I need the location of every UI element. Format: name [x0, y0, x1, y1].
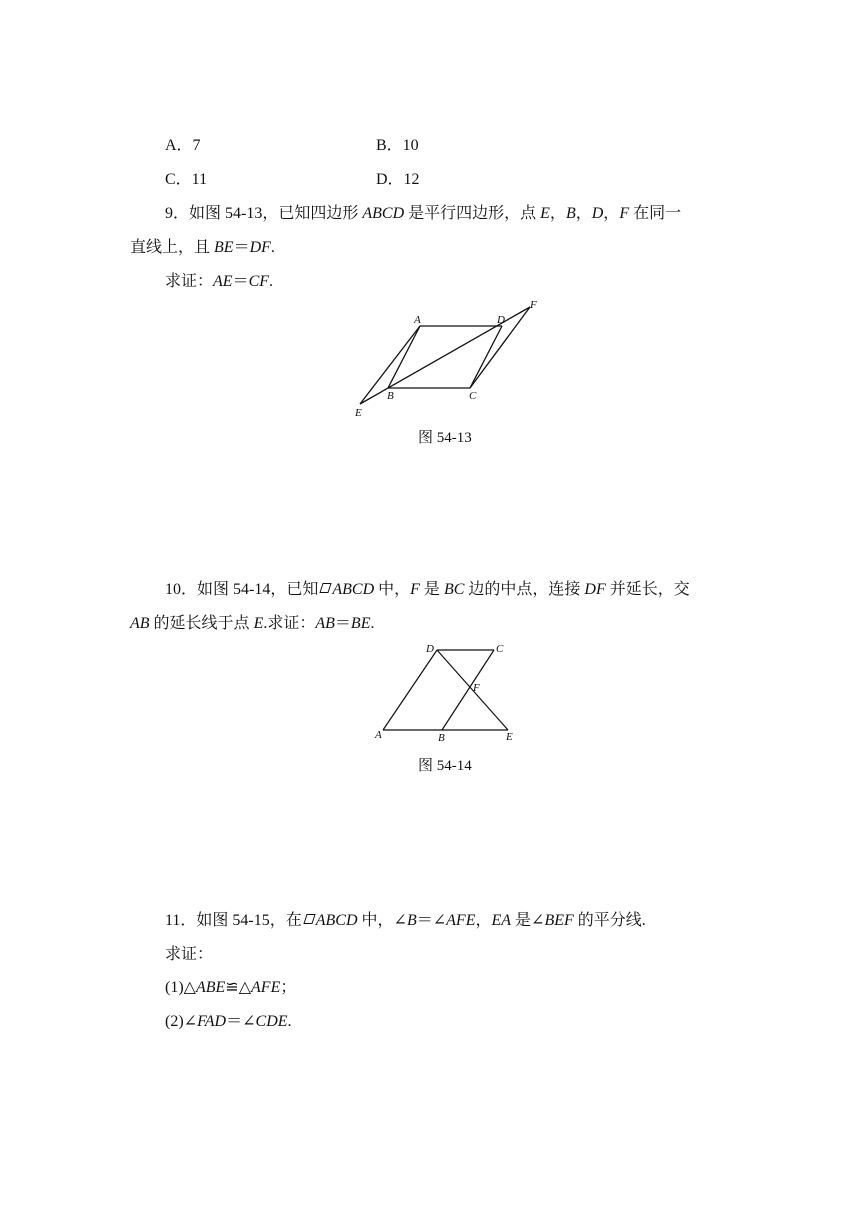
q9-line3: 求证：AE＝CF. — [165, 273, 274, 290]
label-f: F — [530, 299, 537, 311]
label-b: B — [387, 390, 394, 402]
q11-line1: 11．如图 54-15，在 ABCD 中，∠B＝∠AFE，EA 是∠BEF 的平分线. — [165, 912, 646, 929]
q9-line1: 9．如图 54-13，已知四边形 ABCD 是平行四边形，点 E，B，D，F 在同一 — [165, 205, 682, 222]
segment-dc — [470, 326, 502, 388]
option-d: D．12 — [376, 171, 420, 188]
figure-54-14 — [370, 640, 530, 750]
q11-line3: (1)△ABE≌△AFE； — [165, 979, 297, 996]
q9-line2: 直线上，且 BE＝DF. — [130, 239, 275, 256]
q10-line1: 10．如图 54-14，已知 ABCD 中，F 是 BC 边的中点，连接 DF 并延长，交 — [165, 581, 690, 598]
label-a: A — [375, 729, 382, 741]
label-b: B — [438, 732, 445, 744]
label-d: D — [426, 643, 434, 655]
figure-caption: 图 54-13 — [418, 430, 472, 446]
figure-54-13 — [350, 296, 550, 426]
parallelogram-icon — [303, 914, 315, 924]
label-c: C — [496, 643, 504, 655]
q10-line2: AB 的延长线于点 E.求证：AB＝BE. — [130, 615, 375, 632]
parallelogram-icon — [320, 583, 332, 593]
label-c: C — [469, 390, 477, 402]
option-b: B．10 — [376, 137, 419, 154]
label-d: D — [497, 314, 505, 326]
label-e: E — [506, 731, 513, 743]
label-e: E — [355, 407, 362, 419]
segment-ad — [383, 650, 437, 730]
q11-line4: (2)∠FAD＝∠CDE. — [165, 1013, 292, 1030]
option-a: A．7 — [165, 137, 201, 154]
segment-bc — [442, 650, 494, 730]
figure-caption: 图 54-14 — [418, 758, 472, 774]
q11-line2: 求证： — [165, 946, 214, 963]
label-a: A — [414, 314, 421, 326]
label-f: F — [473, 682, 480, 694]
option-c: C．11 — [165, 171, 208, 188]
